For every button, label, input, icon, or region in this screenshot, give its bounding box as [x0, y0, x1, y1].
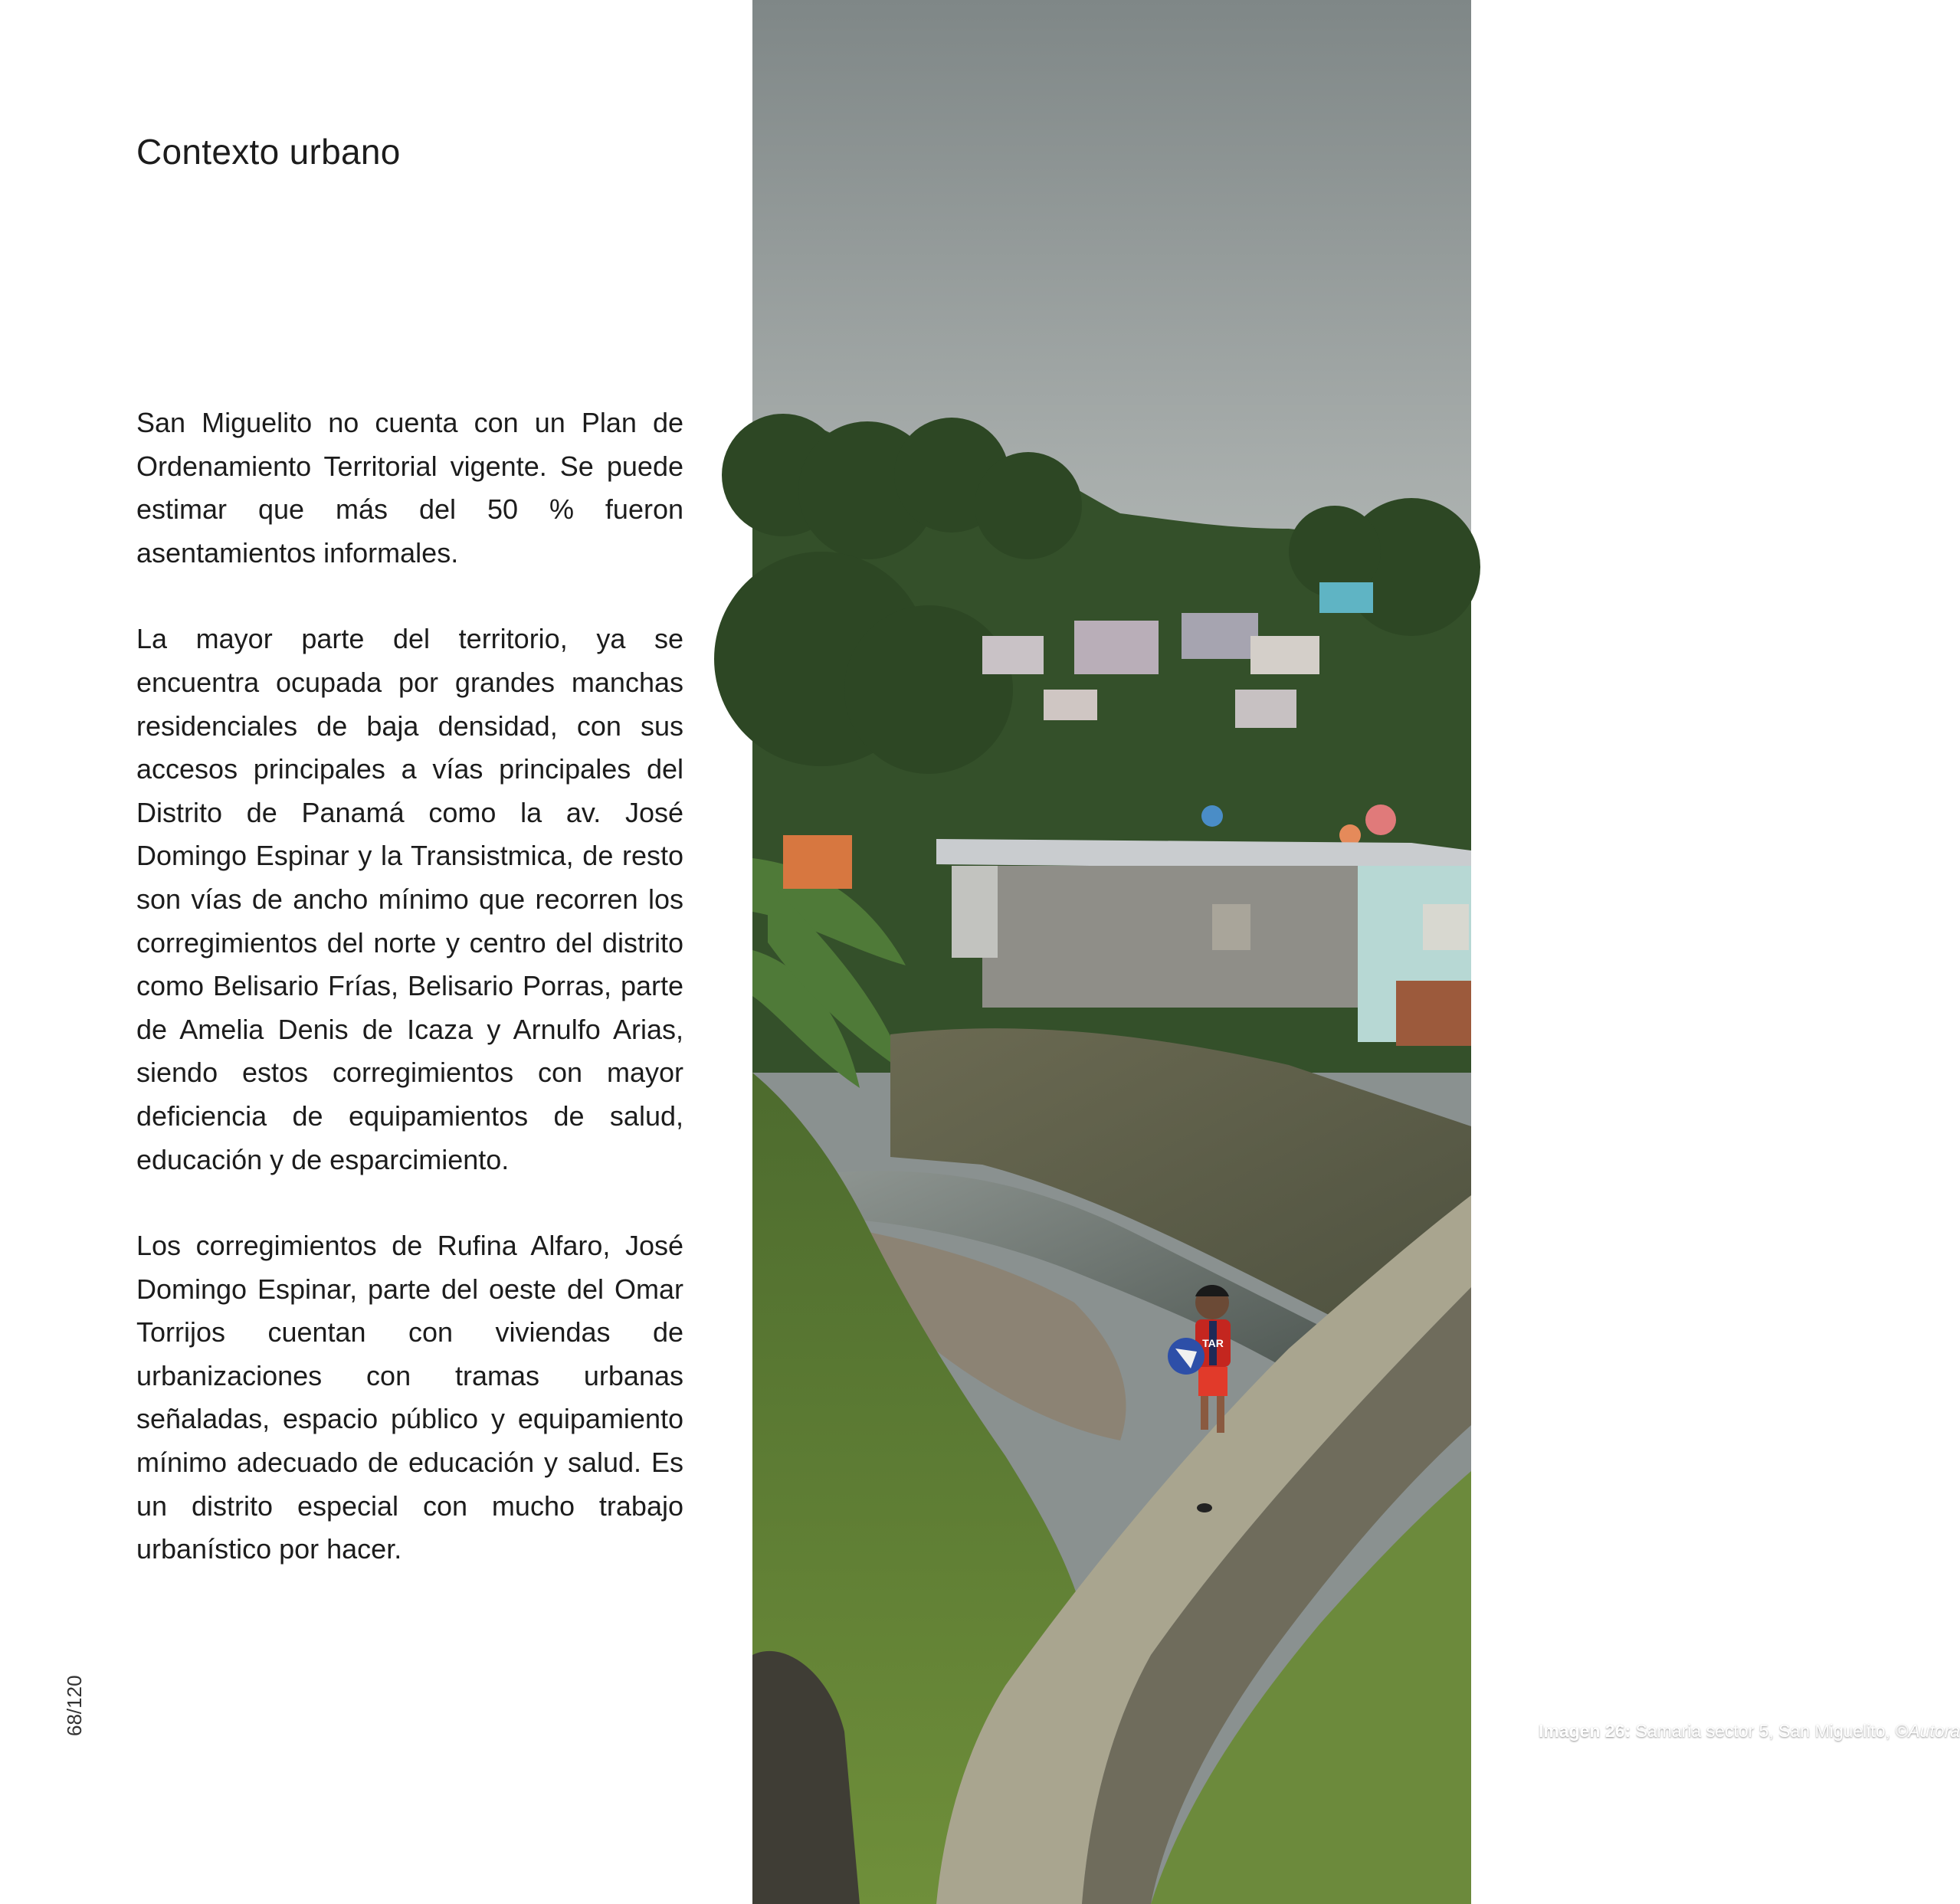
- caption-label: Imagen 26:: [1539, 1721, 1631, 1741]
- paragraph-1: San Miguelito no cuenta con un Plan de Ordenamiento Territorial vigente. Se puede estimar que más del 50 % fueron asentamientos informales.: [136, 407, 683, 569]
- page-title: Contexto urbano: [136, 132, 401, 172]
- photo-samaria: [752, 0, 1960, 1904]
- page-number: 68/120: [63, 1675, 86, 1736]
- caption-text: Samaria sector 5, San Miguelito,: [1631, 1721, 1896, 1741]
- photo-caption: [1539, 1721, 1960, 1742]
- paragraph-3: Los corregimientos de Rufina Alfaro, José Domingo Espinar, parte del oeste del Omar Torrijos cuentan con viviendas de urbanizaciones con tramas urbanas señaladas, espacio público y equipamiento mínimo adecuado de educación y salud. Es un distrito especial con mucho trabajo urbanístico por hacer.: [136, 1230, 683, 1565]
- body-text: [136, 401, 683, 1614]
- paragraph-2: La mayor parte del territorio, ya se encuentra ocupada por grandes manchas residenciales de baja densidad, con sus accesos principales a vías principales del Distrito de Panamá como la av. José Domingo Espinar y la Transistmica, de resto son vías de ancho mínimo que recorren los corregimientos del norte y centro del distrito como Belisario Frías, Belisario Porras, parte de Amelia Denis de Icaza y Arnulfo Arias, siendo estos corregimientos con mayor deficiencia de equipamientos de salud, educación y de esparcimiento.: [136, 623, 683, 1175]
- shirt-text: TAR: [1202, 1337, 1224, 1349]
- text-column: [0, 0, 752, 1904]
- caption-credit: ©Autora: [1895, 1721, 1960, 1741]
- photo-illustration: [752, 0, 1471, 1904]
